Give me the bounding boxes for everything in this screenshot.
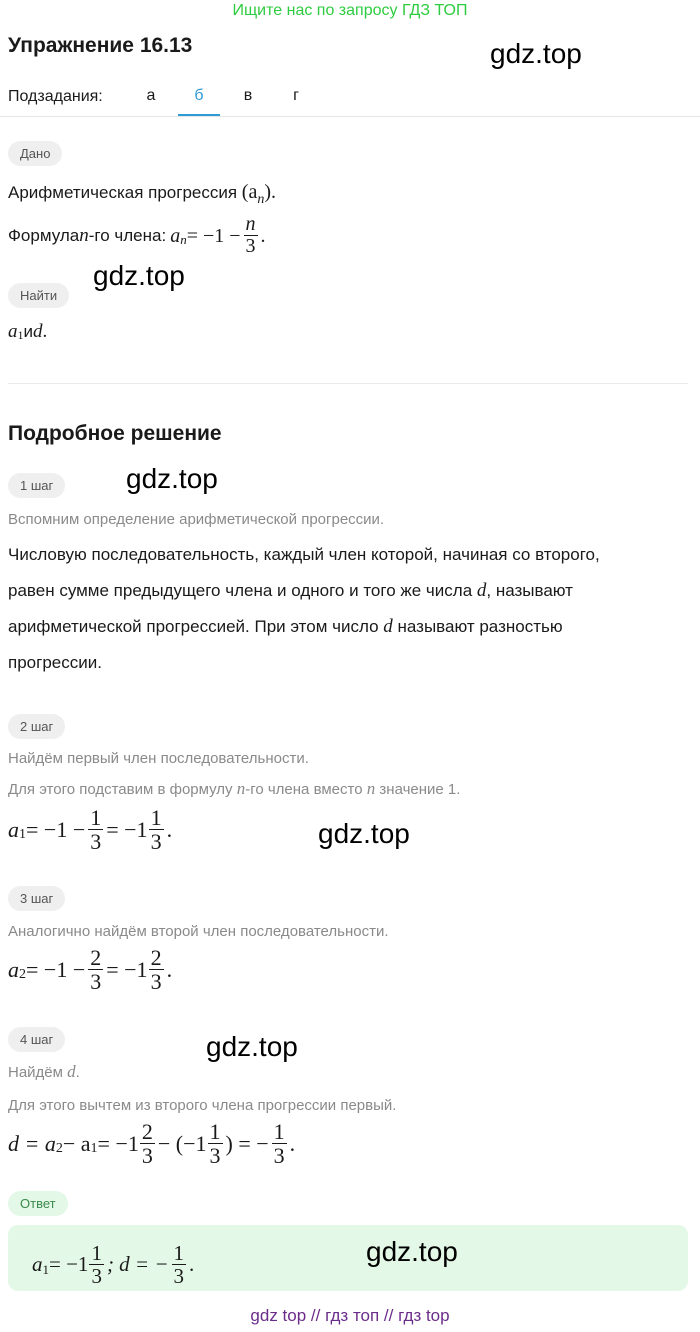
step2-frac1 [88,806,103,853]
watermark: gdz.top [93,260,185,291]
answer-end: . [189,1252,195,1277]
answer-equation [32,1242,194,1287]
step3-section [8,886,65,911]
find-d: d [33,320,43,342]
step3-frac2-num: 2 [150,945,162,970]
step2-eq-eq: = −1 [106,816,148,842]
step2-frac1-num: 1 [90,805,102,830]
formula-mid: = −1 − [186,224,241,247]
footer-links[interactable]: gdz top // гдз топ // гдз top [250,1306,450,1325]
step3-frac2-den: 3 [150,969,162,995]
step1-line2-d: d [476,580,487,601]
find-pill: Найти [8,283,69,308]
formula-den: 3 [245,235,256,257]
step2-hint2-n2: n [366,779,376,798]
find-and: и [23,321,33,341]
answer-frac1-den: 3 [91,1264,102,1289]
step4-frac3-num: 1 [273,1119,285,1144]
step4-eq-sub1: 2 [55,1140,63,1156]
step3-eq-end: . [166,956,173,982]
step2-equation [8,806,172,853]
step1-section [8,473,65,498]
step1-line1: Числовую последовательность, каждый член которой, начиная со второго, [8,545,600,564]
step4-eq-mid: − (−1 [157,1130,207,1156]
step3-eq-sub: 2 [19,966,26,982]
step2-pill: 2 шаг [8,714,65,739]
step2-frac2-den: 3 [150,829,162,855]
tab-g[interactable]: г [293,87,299,104]
watermark: gdz.top [126,463,218,494]
step3-frac1-num: 2 [90,945,102,970]
step2-frac2 [149,806,164,853]
step2-hint2a: Для этого подставим в формулу [8,781,237,798]
given-pill: Дано [8,141,62,166]
answer-frac1 [89,1242,104,1287]
watermark: gdz.top [366,1236,458,1267]
step2-eq-sub: 1 [19,826,26,842]
formula-fraction [244,214,258,257]
step1-line2a: равен сумме предыдущего члена и одного и того же числа [8,581,477,600]
step2-section [8,714,65,739]
step3-eq-eq: = −1 [106,956,148,982]
formula-n: n [79,224,89,246]
section-divider [8,383,688,384]
step4-eq-eq: = −1 [97,1130,139,1156]
formula-end: . [260,224,266,247]
step2-hint2 [8,779,460,800]
tabs-divider [0,116,700,117]
step4-eq-close: ) = − [225,1130,269,1156]
solution-heading: Подробное решение [8,422,222,445]
answer-pill: Ответ [8,1191,68,1216]
step4-pill: 4 шаг [8,1027,65,1052]
find-a: a [8,320,18,342]
step4-hint2: Для этого вычтем из второго члена прогрессии первый. [8,1097,397,1114]
step4-frac3-den: 3 [273,1143,285,1169]
find-end: . [42,320,48,342]
step2-eq-end: . [166,816,173,842]
page-title: Упражнение 16.13 [8,34,193,57]
subtasks-label: Подзадания: [8,88,103,105]
given-line-progression [8,181,276,211]
step2-hint1: Найдём первый член последовательности. [8,750,309,767]
given-math-open: (a [241,181,258,203]
step1-pill: 1 шаг [8,473,65,498]
step1-line3-d: d [383,616,393,637]
answer-frac1-num: 1 [91,1241,102,1265]
watermark: gdz.top [490,38,582,69]
given-section [8,141,62,166]
step4-hint1 [8,1062,80,1083]
step4-frac2-num: 1 [209,1119,221,1144]
step4-hint1-d: d [67,1062,76,1081]
step4-section [8,1027,65,1052]
find-values [8,320,47,343]
given-line-formula [8,214,266,257]
step4-frac1 [140,1120,155,1167]
step2-frac2-num: 1 [150,805,162,830]
step2-frac1-den: 3 [90,829,102,855]
given-math-sub: n [257,192,265,207]
given-formula [170,214,265,257]
top-banner: Ищите нас по запросу ГДЗ ТОП [232,2,468,19]
step1-line3a: арифметической прогрессией. При этом число [8,617,384,636]
step1-line3 [8,616,563,638]
watermark: gdz.top [206,1031,298,1062]
answer-section [8,1191,68,1216]
given-text: Арифметическая прогрессия [8,183,242,202]
step4-hint1b: . [75,1064,80,1081]
formula-rest: -го члена: [88,225,167,245]
find-section [8,283,69,308]
step1-line2b: , называют [486,581,573,600]
step3-frac1 [88,946,103,993]
step2-eq-mid: = −1 − [26,816,86,842]
step3-eq-a: a [8,956,19,982]
tab-v[interactable]: в [243,87,253,104]
formula-prefix: Формула [8,225,80,245]
step2-hint2b: -го члена вместо [245,781,367,798]
answer-sep: ; d = − [106,1252,169,1277]
step3-equation [8,946,172,993]
step3-frac1-den: 3 [90,969,102,995]
step3-frac2 [149,946,164,993]
step3-hint: Аналогично найдём второй член последовательности. [8,923,389,940]
step3-pill: 3 шаг [8,886,65,911]
step4-frac1-den: 3 [141,1143,153,1169]
given-math [241,181,277,207]
step4-eq-start: d = a [8,1130,56,1156]
answer-frac2 [172,1242,187,1287]
step4-eq-minus: − a [62,1130,91,1156]
answer-eq1: = −1 [49,1252,89,1277]
formula-lhs-sub: n [180,231,187,247]
step4-frac2-den: 3 [209,1143,221,1169]
tab-a[interactable]: а [146,87,156,104]
step4-hint1a: Найдём [8,1064,68,1081]
watermark: gdz.top [318,818,410,849]
find-a-sub: 1 [17,328,24,342]
answer-frac2-num: 1 [173,1241,185,1265]
step4-frac1-num: 2 [141,1119,153,1144]
step4-frac2 [208,1120,223,1167]
step1-line3b: называют разностью [392,617,563,636]
formula-num: n [245,213,256,235]
step2-hint2c: значение 1. [375,781,461,798]
step4-frac3 [272,1120,287,1167]
tab-b[interactable]: б [178,84,220,116]
step1-line4: прогрессии. [8,653,102,672]
formula-lhs: a [170,224,181,247]
step4-eq-end: . [289,1130,296,1156]
answer-frac2-den: 3 [173,1264,185,1289]
step4-equation [8,1120,295,1167]
step4-eq-sub2: 1 [90,1140,98,1156]
answer-a-sub: 1 [42,1261,49,1277]
answer-a: a [32,1252,43,1277]
step1-hint: Вспомним определение арифметической прогрессии. [8,511,385,528]
step3-eq-mid: = −1 − [26,956,86,982]
given-math-close: ). [264,181,277,203]
step2-eq-a: a [8,816,19,842]
step2-hint2-n: n [236,779,246,798]
step1-line2 [8,580,573,602]
